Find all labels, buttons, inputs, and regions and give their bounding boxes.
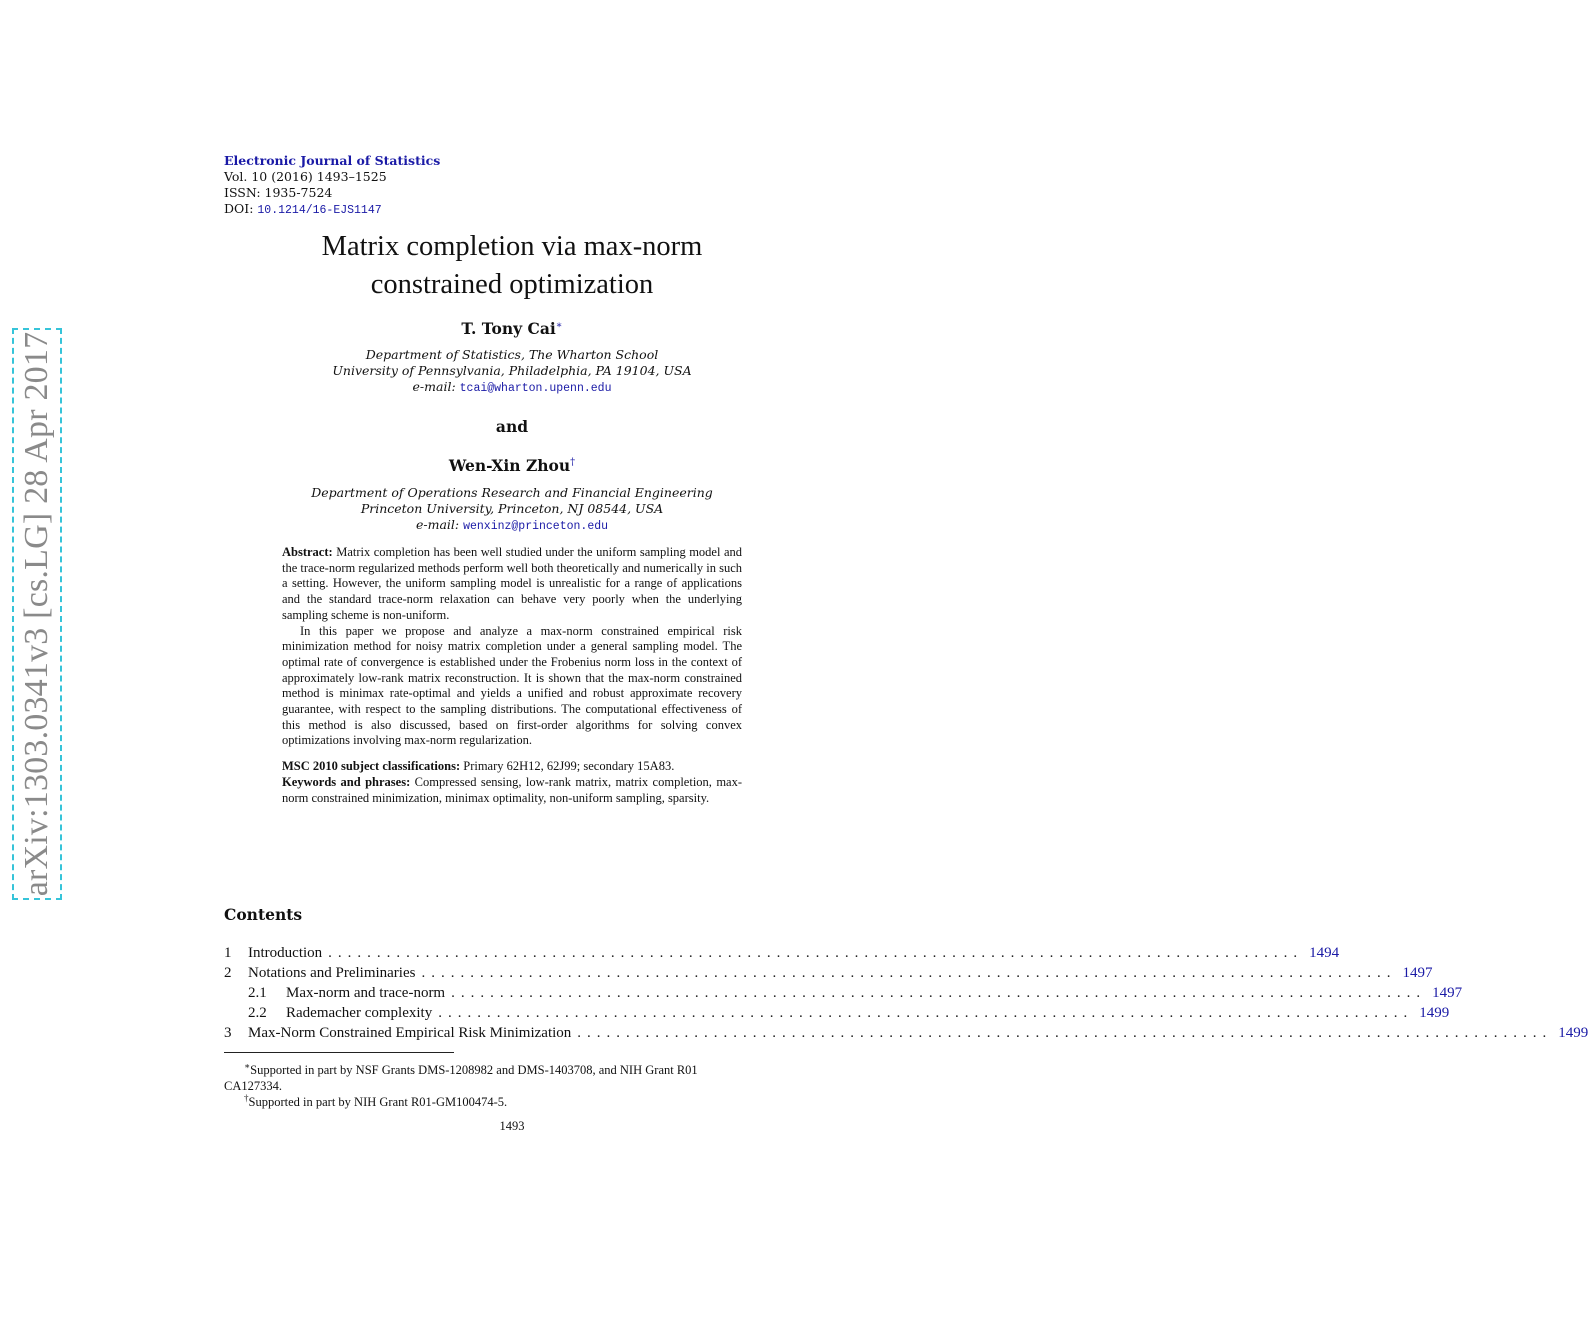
abstract-paragraph-2: In this paper we propose and analyze a max-norm constrained empirical risk minimization method for noisy matrix completion under a general sampling model. The optimal rate of convergence is established under the Frobenius norm loss in the context of approximately low-rank matrix reconstruction. It is shown that the max-norm constrained method is minimax rate-optimal and yields a unified and robust approximate recovery guarantee, with respect to the sampling distributions. The computational effectiveness of this method is also discussed, based on first-order algorithms for solving convex optimizations involving max-norm regularization.: [282, 623, 742, 748]
toc-leader-dots: ....................................................................................................: [577, 1025, 1553, 1041]
abstract-text-1: Matrix completion has been well studied under the uniform sampling model and the trace-norm regularized methods perform well both theoretically and numerically in such a setting. However, the uniform sampling model is unrealistic for a range of applications and the standard trace-norm relaxation can behave very poorly when the underlying sampling scheme is non-uniform.: [282, 545, 743, 622]
footnote-rule: [224, 1052, 454, 1053]
toc-entry[interactable]: [224, 965, 1433, 985]
toc-entry[interactable]: [224, 985, 1463, 1005]
keywords-label: Keywords and phrases:: [282, 774, 411, 789]
email-label: e-mail:: [412, 379, 456, 394]
footnote-1: [224, 1058, 808, 1094]
abstract-block: [282, 545, 742, 806]
author-1-email-link[interactable]: tcai@wharton.upenn.edu: [459, 382, 612, 395]
author-2-name: Wen-Xin Zhou: [448, 456, 571, 475]
page-number: 1493: [499, 1119, 525, 1133]
journal-doi: [224, 201, 440, 219]
doi-link[interactable]: 10.1214/16-EJS1147: [257, 204, 382, 217]
toc-title: Max-Norm Constrained Empirical Risk Minimization: [248, 1025, 572, 1041]
toc-page-link[interactable]: 1499: [1558, 1025, 1588, 1041]
toc-page-link[interactable]: 1497: [1432, 985, 1463, 1001]
toc-entry[interactable]: [224, 1005, 1450, 1025]
title-line-2: constrained optimization: [370, 269, 654, 300]
keywords: [282, 775, 742, 806]
toc-title: Notations and Preliminaries: [248, 965, 416, 981]
footnote-1-continuation: CA127334.: [224, 1079, 282, 1094]
msc-classification: [282, 759, 742, 775]
journal-volume: Vol. 10 (2016) 1493–1525: [224, 169, 387, 184]
author-1-name: T. Tony Cai: [461, 319, 556, 338]
email-label: e-mail:: [415, 517, 460, 532]
footnote-1-mark: ∗: [244, 1061, 251, 1071]
abstract-paragraph-1: [282, 545, 742, 624]
toc-leader-dots: ....................................................................................................: [451, 985, 1427, 1001]
and-separator: and: [495, 417, 529, 436]
arxiv-stamp[interactable]: [12, 328, 62, 900]
doi-label: DOI:: [224, 201, 254, 216]
affiliation-line: University of Pennsylvania, Philadelphia, PA 19104, USA: [332, 363, 692, 378]
author-2-email-link[interactable]: wenxinz@princeton.edu: [463, 520, 609, 533]
toc-number: 1: [224, 945, 232, 961]
footnote-1-text: Supported in part by NSF Grants DMS-1208982 and DMS-1403708, and NIH Grant R01: [250, 1063, 698, 1078]
contents-heading: Contents: [224, 905, 303, 924]
footnote-2: [224, 1090, 808, 1110]
footnote-2-line: [224, 1090, 808, 1110]
author-1-affiliation: [0, 347, 1024, 397]
toc-page-link[interactable]: 1499: [1419, 1005, 1450, 1021]
journal-issn: ISSN: 1935-7524: [224, 185, 333, 200]
msc-label: MSC 2010 subject classifications:: [282, 759, 461, 774]
toc-leader-dots: ....................................................................................................: [421, 965, 1397, 981]
toc-leader-dots: ....................................................................................................: [438, 1005, 1414, 1021]
abstract-label: Abstract:: [282, 545, 333, 559]
footnote-2-text: Supported in part by NIH Grant R01-GM100474-5.: [248, 1095, 508, 1110]
toc-number: 3: [224, 1025, 232, 1041]
author-1-footnote-mark[interactable]: ∗: [555, 319, 563, 331]
msc-text: Primary 62H12, 62J99; secondary 15A83.: [463, 759, 675, 774]
toc-title: Introduction: [248, 945, 323, 961]
paper-title: [200, 228, 824, 304]
toc-entry[interactable]: [224, 1025, 1588, 1045]
footnote-2-mark: †: [244, 1093, 249, 1103]
toc-number: 2.1: [248, 985, 267, 1001]
toc-page-link[interactable]: 1494: [1309, 945, 1340, 961]
toc-title: Rademacher complexity: [286, 1005, 433, 1021]
author-1-email-line: [0, 379, 1024, 397]
author-2-email-line: [0, 517, 1024, 535]
toc-page-link[interactable]: 1497: [1402, 965, 1433, 981]
affiliation-line: Princeton University, Princeton, NJ 08544, USA: [360, 501, 664, 516]
toc-number: 2: [224, 965, 232, 981]
journal-header: [224, 153, 440, 219]
toc-title: Max-norm and trace-norm: [286, 985, 446, 1001]
footnote-1-line: [224, 1058, 808, 1078]
toc-leader-dots: ....................................................................................................: [328, 945, 1304, 961]
author-name: [0, 319, 1024, 338]
author-2-affiliation: [0, 485, 1024, 535]
toc-number: 2.2: [248, 1005, 267, 1021]
author-2-footnote-mark[interactable]: †: [570, 456, 576, 468]
affiliation-line: Department of Operations Research and Financial Engineering: [311, 485, 713, 500]
affiliation-line: Department of Statistics, The Wharton School: [365, 347, 659, 362]
journal-name-link[interactable]: Electronic Journal of Statistics: [224, 153, 441, 168]
arxiv-stamp-text: arXiv:1303.0341v3 [cs.LG] 28 Apr 2017: [18, 331, 55, 897]
title-line-1: Matrix completion via max-norm: [321, 231, 703, 262]
keywords-text: Compressed sensing, low-rank matrix, matrix completion, max-norm constrained minimization, minimax optimality, non-uniform sampling, sparsity.: [282, 774, 742, 805]
author-name: [0, 456, 1024, 475]
toc-entry[interactable]: [224, 945, 1340, 965]
